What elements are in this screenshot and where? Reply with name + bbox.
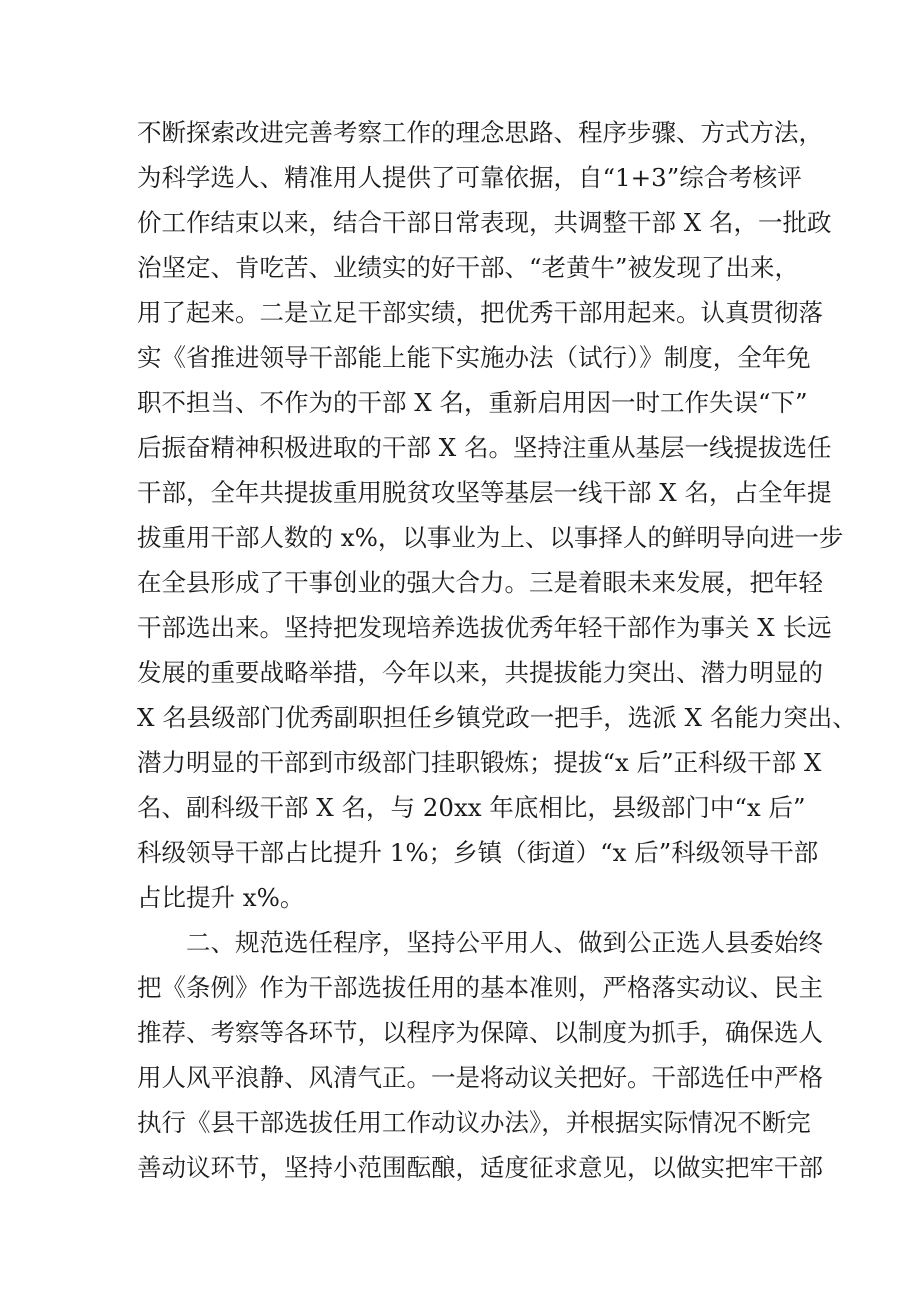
text-line-24: 善动议环节，坚持小范围酝酿，适度征求意见，以做实把牢干部 bbox=[137, 1153, 823, 1182]
text-line-18: 占比提升 x%。 bbox=[137, 883, 305, 912]
text-line-14: X 名县级部门优秀副职担任乡镇党政一把手，选派 X 名能力突出、 bbox=[137, 703, 857, 732]
text-line-4: 治坚定、肯吃苦、业绩实的好干部、“老黄牛”被发现了出来， bbox=[137, 253, 800, 282]
text-line-5: 用了起来。二是立足干部实绩，把优秀干部用起来。认真贯彻落 bbox=[137, 298, 823, 327]
text-line-23: 执行《县干部选拔任用工作动议办法》，并根据实际情况不断完 bbox=[137, 1108, 811, 1137]
text-line-2: 为科学选人、精准用人提供了可靠依据，自“1+3”综合考核评 bbox=[137, 163, 802, 192]
text-line-20: 把《条例》作为干部选拔任用的基本准则，严格落实动议、民主 bbox=[137, 973, 823, 1002]
text-line-3: 价工作结束以来，结合干部日常表现，共调整干部 X 名，一批政 bbox=[137, 208, 832, 237]
text-line-21: 推荐、考察等各环节，以程序为保障、以制度为抓手，确保选人 bbox=[137, 1018, 823, 1047]
text-line-16: 名、副科级干部 X 名，与 20xx 年底相比，县级部门中“x 后” bbox=[137, 793, 806, 822]
text-line-9: 干部，全年共提拔重用脱贫攻坚等基层一线干部 X 名，占全年提 bbox=[137, 478, 832, 507]
text-line-12: 干部选出来。坚持把发现培养选拔优秀年轻干部作为事关 X 长远 bbox=[137, 613, 832, 642]
text-line-22: 用人风平浪静、风清气正。一是将动议关把好。干部选任中严格 bbox=[137, 1063, 823, 1092]
section-heading-line: 二、规范选任程序，坚持公平用人、做到公正选人县委始终 bbox=[186, 928, 823, 957]
text-line-8: 后振奋精神积极进取的干部 X 名。坚持注重从基层一线提拔选任 bbox=[137, 433, 832, 462]
text-line-13: 发展的重要战略举措，今年以来，共提拔能力突出、潜力明显的 bbox=[137, 658, 823, 687]
text-line-15: 潜力明显的干部到市级部门挂职锻炼；提拔“x 后”正科级干部 X bbox=[137, 748, 822, 777]
text-line-7: 职不担当、不作为的干部 X 名，重新启用因一时工作失误“下” bbox=[137, 388, 808, 417]
text-line-6: 实《省推进领导干部能上能下实施办法（试行）》制度，全年免 bbox=[137, 343, 811, 372]
text-line-17: 科级领导干部占比提升 1%；乡镇（街道）“x 后”科级领导干部 bbox=[137, 838, 819, 867]
text-line-11: 在全县形成了干事创业的强大合力。三是着眼未来发展，把年轻 bbox=[137, 568, 823, 597]
text-line-10: 拔重用干部人数的 x%，以事业为上、以事择人的鲜明导向进一步 bbox=[137, 523, 844, 552]
text-line-1: 不断探索改进完善考察工作的理念思路、程序步骤、方式方法， bbox=[137, 118, 823, 147]
